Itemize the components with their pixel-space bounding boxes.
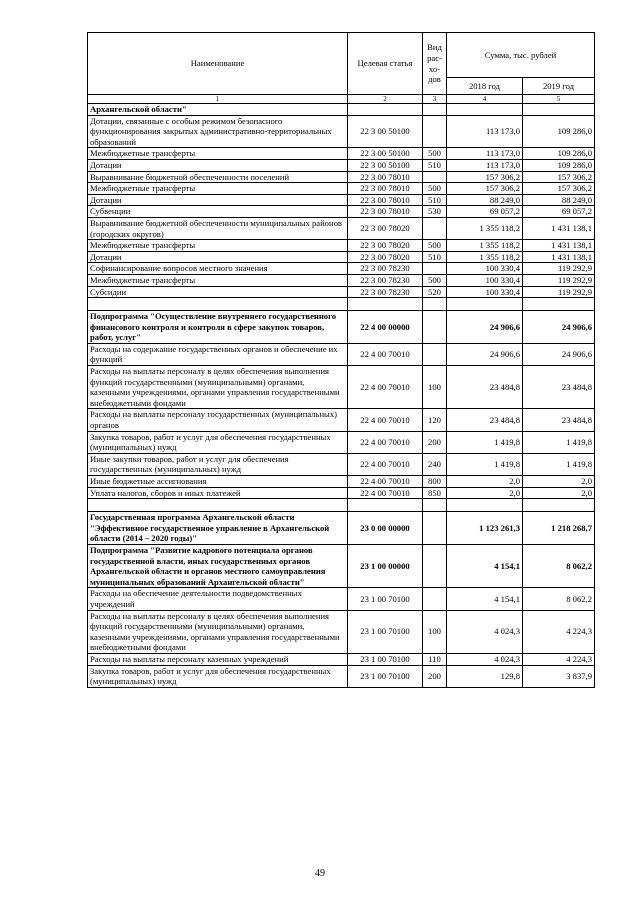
table-row	[88, 653, 595, 665]
amount-2019-cell: 1 431 138,1	[523, 251, 595, 263]
page-number: 49	[315, 868, 325, 879]
amount-2019-cell: 119 292,9	[523, 286, 595, 298]
amount-2018-cell: 129,8	[447, 665, 523, 687]
table-row	[88, 115, 595, 148]
name-cell: Дотации, связанные с особым режимом безопасного функционирования закрытых административно-территориальных образований	[88, 115, 348, 148]
amount-2019-cell: 109 286,0	[523, 148, 595, 160]
target-code-cell: 22 3 00 78230	[348, 286, 423, 298]
header-target: Целевая статья	[348, 33, 423, 95]
target-code-cell: 22 3 00 78010	[348, 183, 423, 195]
target-code-cell: 22 3 00 78020	[348, 217, 423, 239]
target-code-cell: 22 3 00 78020	[348, 240, 423, 252]
amount-2019-cell: 88 249,0	[523, 194, 595, 206]
expense-type-cell: 510	[423, 159, 447, 171]
expense-type-cell	[423, 104, 447, 116]
table-row	[88, 274, 595, 286]
amount-2018-cell: 4 154,1	[447, 588, 523, 610]
name-cell: Закупка товаров, работ и услуг для обеспечения государственных (муниципальных) нужд	[88, 665, 348, 687]
target-code-cell: 22 3 00 78010	[348, 206, 423, 218]
table-row	[88, 610, 595, 653]
amount-2019-cell: 23 484,8	[523, 409, 595, 431]
index-cell: 2	[348, 95, 423, 104]
table-row	[88, 104, 595, 116]
target-code-cell: 22 4 00 70010	[348, 453, 423, 475]
table-row	[88, 159, 595, 171]
expense-type-cell	[423, 217, 447, 239]
index-cell: 5	[523, 95, 595, 104]
amount-2018-cell: 69 057,2	[447, 206, 523, 218]
amount-2019-cell: 69 057,2	[523, 206, 595, 218]
amount-2019-cell: 4 224,3	[523, 653, 595, 665]
amount-2018-cell: 113 173,0	[447, 148, 523, 160]
name-cell: Уплата налогов, сборов и иных платежей	[88, 487, 348, 499]
index-cell: 4	[447, 95, 523, 104]
table-row	[88, 171, 595, 183]
target-code-cell: 22 3 00 50100	[348, 115, 423, 148]
name-cell: Расходы на выплаты персоналу в целях обеспечения выполнения функций государственными (муниципальными) органами, казенными учреждениями, органами управления государственными внебюджетными фондами	[88, 610, 348, 653]
table-row	[88, 183, 595, 195]
amount-2018-cell	[447, 104, 523, 116]
header-name: Наименование	[88, 33, 348, 95]
amount-2018-cell: 1 355 118,2	[447, 240, 523, 252]
target-code-cell	[348, 104, 423, 116]
name-cell: Расходы на содержание государственных органов и обеспечение их функций	[88, 343, 348, 365]
table-header	[88, 33, 595, 104]
budget-table	[87, 32, 595, 688]
target-code-cell: 22 4 00 70010	[348, 431, 423, 453]
spacer-cell	[447, 298, 523, 311]
amount-2018-cell: 4 154,1	[447, 544, 523, 587]
header-type: Вид рас-хо-дов	[423, 33, 447, 95]
name-cell: Дотации	[88, 159, 348, 171]
amount-2019-cell: 157 306,2	[523, 171, 595, 183]
name-cell: Межбюджетные трансферты	[88, 274, 348, 286]
amount-2019-cell: 1 431 138,1	[523, 240, 595, 252]
amount-2018-cell: 23 484,8	[447, 409, 523, 431]
target-code-cell: 22 3 00 50100	[348, 159, 423, 171]
expense-type-cell: 800	[423, 476, 447, 488]
target-code-cell: 22 4 00 70010	[348, 487, 423, 499]
expense-type-cell	[423, 115, 447, 148]
amount-2018-cell: 24 906,6	[447, 343, 523, 365]
spacer-cell	[423, 499, 447, 512]
table-row	[88, 206, 595, 218]
name-cell: Расходы на выплаты персоналу государственных (муниципальных) органов	[88, 409, 348, 431]
expense-type-cell	[423, 588, 447, 610]
amount-2019-cell: 24 906,6	[523, 343, 595, 365]
expense-type-cell	[423, 512, 447, 545]
amount-2019-cell: 1 431 138,1	[523, 217, 595, 239]
amount-2018-cell: 1 355 118,2	[447, 217, 523, 239]
table-row	[88, 487, 595, 499]
spacer-cell	[348, 499, 423, 512]
table-row	[88, 366, 595, 409]
expense-type-cell	[423, 171, 447, 183]
name-cell: Иные бюджетные ассигнования	[88, 476, 348, 488]
amount-2018-cell: 4 024,3	[447, 610, 523, 653]
expense-type-cell: 520	[423, 286, 447, 298]
expense-type-cell	[423, 544, 447, 587]
table-row	[88, 665, 595, 687]
name-cell: Выравнивание бюджетной обеспеченности поселений	[88, 171, 348, 183]
header-sum: Сумма, тыс. рублей	[447, 33, 595, 78]
amount-2019-cell	[523, 104, 595, 116]
table-row	[88, 409, 595, 431]
amount-2018-cell: 157 306,2	[447, 183, 523, 195]
target-code-cell: 23 1 00 70100	[348, 588, 423, 610]
target-code-cell: 23 1 00 00000	[348, 544, 423, 587]
table-row	[88, 343, 595, 365]
name-cell: Архангельской области"	[88, 104, 348, 116]
amount-2018-cell: 2,0	[447, 487, 523, 499]
expense-type-cell: 510	[423, 251, 447, 263]
spacer-cell	[88, 499, 348, 512]
table-body	[88, 104, 595, 688]
target-code-cell: 22 4 00 00000	[348, 311, 423, 344]
target-code-cell: 22 3 00 50100	[348, 148, 423, 160]
amount-2018-cell: 2,0	[447, 476, 523, 488]
table-row	[88, 217, 595, 239]
amount-2018-cell: 113 173,0	[447, 115, 523, 148]
name-cell: Расходы на выплаты персоналу казенных учреждений	[88, 653, 348, 665]
amount-2019-cell: 1 419,8	[523, 453, 595, 475]
expense-type-cell	[423, 343, 447, 365]
spacer-row	[88, 499, 595, 512]
amount-2019-cell: 8 062,2	[523, 588, 595, 610]
name-cell: Межбюджетные трансферты	[88, 240, 348, 252]
amount-2019-cell: 24 906,6	[523, 311, 595, 344]
amount-2019-cell: 4 224,3	[523, 610, 595, 653]
table-row	[88, 431, 595, 453]
name-cell: Государственная программа Архангельской области "Эффективное государственное управление в Архангельской области (2014 – 2020 годы)"	[88, 512, 348, 545]
table-row	[88, 453, 595, 475]
amount-2019-cell: 23 484,8	[523, 366, 595, 409]
expense-type-cell	[423, 311, 447, 344]
table-row	[88, 311, 595, 344]
table-row	[88, 544, 595, 587]
name-cell: Подпрограмма "Осуществление внутреннего государственного финансового контроля и контроля в сфере закупок товаров, работ, услуг"	[88, 311, 348, 344]
amount-2018-cell: 157 306,2	[447, 171, 523, 183]
spacer-cell	[423, 298, 447, 311]
table-row	[88, 286, 595, 298]
amount-2018-cell: 24 906,6	[447, 311, 523, 344]
spacer-cell	[447, 499, 523, 512]
table-row	[88, 512, 595, 545]
spacer-row	[88, 298, 595, 311]
expense-type-cell: 120	[423, 409, 447, 431]
name-cell: Межбюджетные трансферты	[88, 148, 348, 160]
amount-2018-cell: 100 330,4	[447, 286, 523, 298]
expense-type-cell: 850	[423, 487, 447, 499]
name-cell: Субсидии	[88, 286, 348, 298]
header-year-2019: 2019 год	[523, 78, 595, 95]
amount-2019-cell: 119 292,9	[523, 274, 595, 286]
spacer-cell	[523, 298, 595, 311]
target-code-cell: 23 1 00 70100	[348, 653, 423, 665]
expense-type-cell: 200	[423, 431, 447, 453]
amount-2019-cell: 3 837,9	[523, 665, 595, 687]
target-code-cell: 23 0 00 00000	[348, 512, 423, 545]
target-code-cell: 22 4 00 70010	[348, 366, 423, 409]
name-cell: Дотации	[88, 251, 348, 263]
name-cell: Выравнивание бюджетной обеспеченности муниципальных районов (городских округов)	[88, 217, 348, 239]
amount-2019-cell: 119 292,9	[523, 263, 595, 275]
expense-type-cell: 200	[423, 665, 447, 687]
index-cell: 1	[88, 95, 348, 104]
amount-2019-cell: 1 218 268,7	[523, 512, 595, 545]
table-row	[88, 251, 595, 263]
expense-type-cell: 100	[423, 610, 447, 653]
name-cell: Дотации	[88, 194, 348, 206]
amount-2018-cell: 100 330,4	[447, 274, 523, 286]
expense-type-cell: 240	[423, 453, 447, 475]
target-code-cell: 23 1 00 70100	[348, 610, 423, 653]
expense-type-cell: 530	[423, 206, 447, 218]
amount-2018-cell: 1 419,8	[447, 431, 523, 453]
table-row	[88, 148, 595, 160]
amount-2018-cell: 1 355 118,2	[447, 251, 523, 263]
expense-type-cell: 100	[423, 366, 447, 409]
expense-type-cell	[423, 263, 447, 275]
amount-2019-cell: 2,0	[523, 476, 595, 488]
name-cell: Расходы на обеспечение деятельности подведомственных учреждений	[88, 588, 348, 610]
amount-2019-cell: 109 286,0	[523, 159, 595, 171]
target-code-cell: 23 1 00 70100	[348, 665, 423, 687]
expense-type-cell: 500	[423, 183, 447, 195]
amount-2018-cell: 100 330,4	[447, 263, 523, 275]
expense-type-cell: 510	[423, 194, 447, 206]
amount-2018-cell: 4 024,3	[447, 653, 523, 665]
amount-2018-cell: 88 249,0	[447, 194, 523, 206]
table-row	[88, 588, 595, 610]
amount-2018-cell: 113 173,0	[447, 159, 523, 171]
amount-2019-cell: 157 306,2	[523, 183, 595, 195]
name-cell: Субвенции	[88, 206, 348, 218]
amount-2019-cell: 2,0	[523, 487, 595, 499]
table-row	[88, 194, 595, 206]
expense-type-cell: 500	[423, 148, 447, 160]
expense-type-cell: 500	[423, 240, 447, 252]
target-code-cell: 22 4 00 70010	[348, 409, 423, 431]
header-year-2018: 2018 год	[447, 78, 523, 95]
name-cell: Иные закупки товаров, работ и услуг для обеспечения государственных (муниципальных) нужд	[88, 453, 348, 475]
target-code-cell: 22 4 00 70010	[348, 476, 423, 488]
expense-type-cell: 110	[423, 653, 447, 665]
target-code-cell: 22 3 00 78230	[348, 274, 423, 286]
table-row	[88, 240, 595, 252]
spacer-cell	[348, 298, 423, 311]
name-cell: Софинансирование вопросов местного значения	[88, 263, 348, 275]
target-code-cell: 22 3 00 78020	[348, 251, 423, 263]
expense-type-cell: 500	[423, 274, 447, 286]
name-cell: Межбюджетные трансферты	[88, 183, 348, 195]
amount-2018-cell: 23 484,8	[447, 366, 523, 409]
target-code-cell: 22 3 00 78010	[348, 171, 423, 183]
amount-2019-cell: 109 286,0	[523, 115, 595, 148]
spacer-cell	[523, 499, 595, 512]
target-code-cell: 22 3 00 78010	[348, 194, 423, 206]
name-cell: Подпрограмма "Развитие кадрового потенциала органов государственной власти, иных государственных органов Архангельской области и органов местного самоуправления муниципальных образований Архангельской области"	[88, 544, 348, 587]
amount-2018-cell: 1 419,8	[447, 453, 523, 475]
amount-2019-cell: 8 062,2	[523, 544, 595, 587]
index-cell: 3	[423, 95, 447, 104]
table-row	[88, 263, 595, 275]
table-row	[88, 476, 595, 488]
name-cell: Расходы на выплаты персоналу в целях обеспечения выполнения функций государственными (муниципальными) органами, казенными учреждениями, органами управления государственными внебюджетными фондами	[88, 366, 348, 409]
name-cell: Закупка товаров, работ и услуг для обеспечения государственных (муниципальных) нужд	[88, 431, 348, 453]
amount-2019-cell: 1 419,8	[523, 431, 595, 453]
target-code-cell: 22 3 00 78230	[348, 263, 423, 275]
amount-2018-cell: 1 123 261,3	[447, 512, 523, 545]
target-code-cell: 22 4 00 70010	[348, 343, 423, 365]
spacer-cell	[88, 298, 348, 311]
